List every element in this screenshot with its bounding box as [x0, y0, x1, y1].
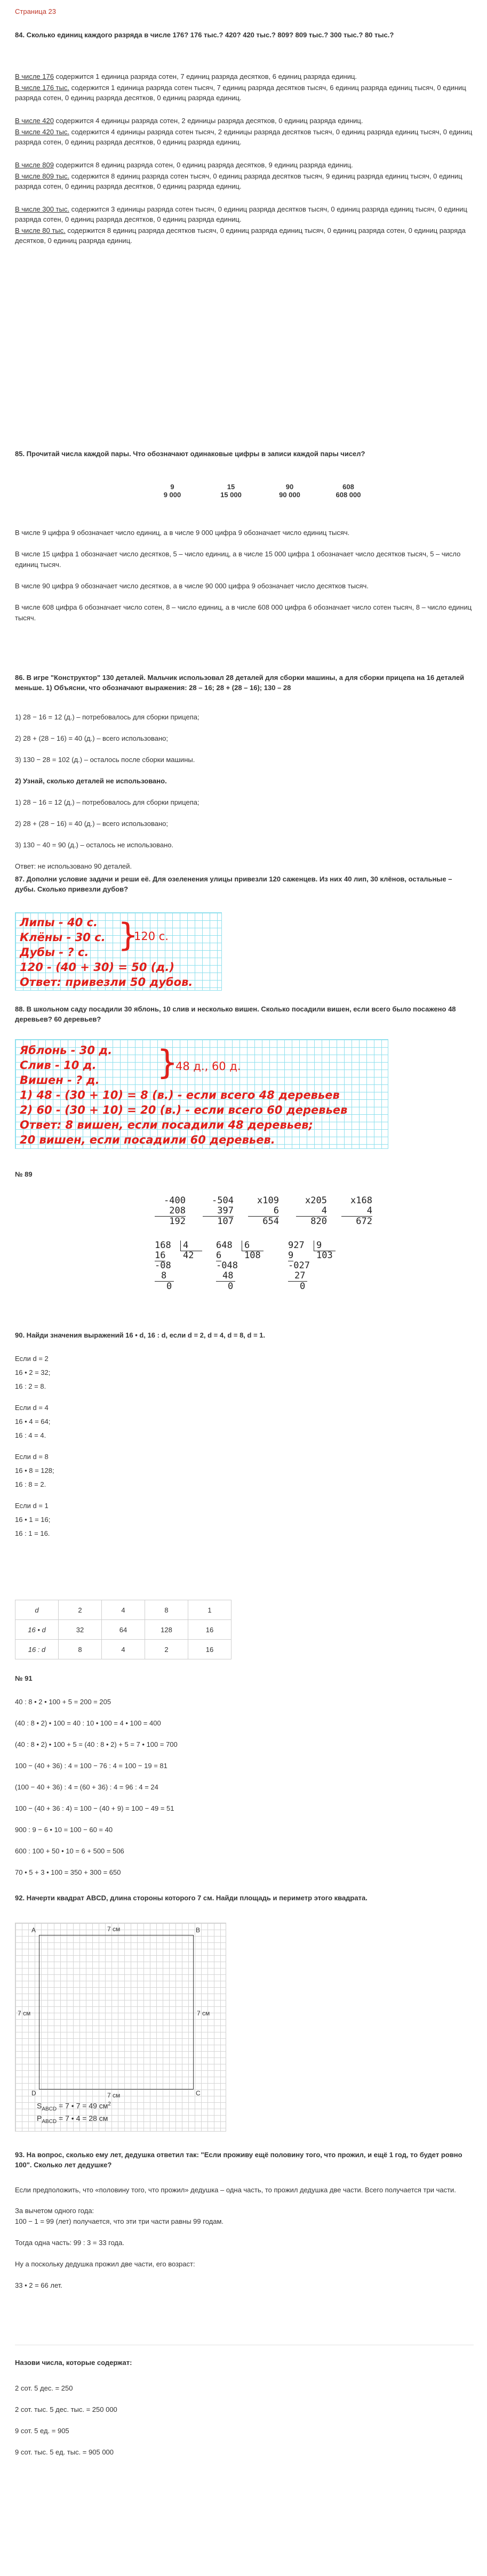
division-row	[216, 1241, 275, 1251]
t88-l4: 1) 48 - (30 + 10) = 8 (в.) - если всего 48 деревьев	[20, 1089, 340, 1101]
calc-mid: 4	[296, 1206, 327, 1217]
t84-line	[15, 160, 474, 170]
dividend: 927	[288, 1240, 305, 1251]
t85-answer-4: В числе 608 цифра 6 обозначает число сотен, 8 – число единиц, а в числе 608 000 цифра 6 обозначает число сотен тысяч, 8 – число единиц тысяч.	[15, 603, 472, 622]
calc-top: -504	[212, 1195, 234, 1206]
task-92-question: 92. Начерти квадрат ABCD, длина стороны которого 7 см. Найди площадь и периметр этого квадрата.	[15, 1894, 368, 1902]
remainder-final: 0	[228, 1281, 234, 1292]
remainder-2: 8	[155, 1271, 174, 1282]
t90-table-cell: 16	[188, 1640, 231, 1659]
t84-number: В числе 420	[15, 117, 54, 125]
t91-line: 40 : 8 • 2 • 100 + 5 = 200 = 205	[15, 1698, 111, 1706]
t91-line: 900 : 9 − 6 • 10 = 100 − 60 = 40	[15, 1826, 113, 1834]
t86-p2-l3: 3) 130 − 40 = 90 (д.) – осталось не использовано.	[15, 841, 174, 849]
area-s: S	[37, 2101, 42, 2110]
pair-1-big: 9 000	[163, 491, 181, 499]
t90-line: Если d = 2	[15, 1355, 49, 1363]
area-sup: 2	[108, 2101, 111, 2107]
task-88	[15, 1004, 474, 1024]
t86-answer: Ответ: не использовано 90 деталей.	[15, 862, 132, 870]
last-l4: 9 сот. тыс. 5 ед. тыс. = 905 000	[15, 2448, 114, 2456]
task-84-answers	[15, 71, 474, 258]
t93-l5: Ну а поскольку дедушка прожил две части, его возраст:	[15, 2260, 195, 2268]
vertex-c: C	[196, 2089, 201, 2097]
task-86-part1	[15, 712, 474, 872]
calc-mid: 397	[203, 1206, 234, 1217]
t84-line	[15, 225, 474, 246]
task-85-answers	[15, 528, 474, 623]
task-85-pairs	[15, 483, 474, 515]
task-93-solution	[15, 2185, 474, 2291]
t88-brace: }	[157, 1043, 178, 1082]
last-l2: 2 сот. тыс. 5 дес. тыс. = 250 000	[15, 2405, 117, 2413]
pair-3-big: 90 000	[279, 491, 300, 499]
divisor: 9	[314, 1241, 336, 1251]
remainder-2: 48	[216, 1271, 235, 1282]
task-85-question: 85. Прочитай числа каждой пары. Что обозначают одинаковые цифры в записи каждой пары чисел?	[15, 450, 365, 458]
page-link[interactable]: Страница 23	[15, 7, 56, 15]
area-sub: ABCD	[42, 2106, 57, 2112]
t90-table-cell: 32	[59, 1620, 102, 1640]
pair-4-small: 608	[342, 483, 354, 491]
side-right-label: 7 см	[197, 2010, 210, 2017]
t90-table-cell: 4	[102, 1640, 145, 1659]
t90-table-cell: d	[15, 1600, 59, 1620]
t88-l3: Вишен - ? д.	[20, 1074, 100, 1087]
t90-table-row	[15, 1600, 231, 1620]
t90-line: Если d = 8	[15, 1453, 49, 1461]
t90-line: 16 • 4 = 64;	[15, 1417, 51, 1425]
t90-block	[15, 1452, 474, 1490]
division-row	[155, 1241, 213, 1251]
task-86-question: 86. В игре "Конструктор" 130 деталей. Мальчик использовал 28 деталей для сборки машины, а для сборки прицепа на 16 деталей меньше. 1) Объясни, что обозначают выражения: 28 – 16; 28 + (28 – 16); 130 – 28	[15, 674, 465, 692]
task-last-question: Назови числа, которые содержат:	[15, 2359, 132, 2367]
t90-table-cell: 16 • d	[15, 1620, 59, 1640]
partial: 6	[216, 1250, 222, 1261]
t85-answer-2: В числе 15 цифра 1 обозначает число десятков, 5 – число единиц, а в числе 15 000 цифра 1 обозначает число десятков тысяч, 5 – число единиц тысяч.	[15, 550, 461, 569]
calc-mid: 6	[248, 1206, 279, 1217]
t84-desc: содержится 1 единица разряда сотен, 7 единиц разряда десятков, 6 единиц разряда единиц.	[53, 72, 357, 80]
t84-line	[15, 116, 474, 126]
area-formula	[37, 2101, 111, 2112]
t84-number: В числе 300 тыс.	[15, 205, 69, 213]
t91-line: 600 : 100 + 50 • 10 = 6 + 500 = 506	[15, 1847, 124, 1855]
pair-2	[204, 483, 258, 499]
t93-l3: 100 − 1 = 99 (лет) получается, что эти три части равны 99 годам.	[15, 2217, 223, 2225]
calc-top: x109	[257, 1195, 279, 1206]
task-87-notebook	[15, 912, 222, 991]
remainder-final: 0	[166, 1281, 172, 1292]
t91-title: № 91	[15, 1674, 33, 1682]
t90-line: 16 : 8 = 2.	[15, 1480, 46, 1488]
perimeter-sub: ABCD	[42, 2118, 57, 2125]
t90-table-cell: 2	[59, 1600, 102, 1620]
t84-number: В числе 420 тыс.	[15, 128, 69, 136]
t91-line: (40 : 8 • 2) • 100 + 5 = (40 : 8 • 2) + 5 = 7 • 100 = 700	[15, 1740, 178, 1748]
t90-table-cell: 128	[145, 1620, 188, 1640]
quotient: 42	[183, 1250, 194, 1261]
task-89-calcs	[155, 1196, 395, 1302]
remainder-1: -048	[216, 1260, 238, 1271]
t91-line: 100 − (40 + 36) : 4 = 100 − 76 : 4 = 100 − 19 = 81	[15, 1762, 167, 1770]
task-92	[15, 1893, 474, 1903]
pair-4	[322, 483, 375, 499]
t84-desc: содержится 8 единиц разряда десятков тысяч, 0 единиц разряда единиц тысяч, 0 единиц разряда сотен, 0 единиц разряда десятков, 0 единиц разряда единиц.	[15, 226, 466, 245]
t88-l1: Яблонь - 30 д.	[20, 1044, 113, 1057]
t84-line	[15, 71, 474, 82]
remainder-1: -08	[155, 1260, 171, 1271]
column-calc	[341, 1196, 372, 1227]
t88-l2: Слив - 10 д.	[20, 1059, 97, 1072]
t91-line: (100 − 40 + 36) : 4 = (60 + 36) : 4 = 96 : 4 = 24	[15, 1783, 158, 1791]
t84-number: В числе 176	[15, 72, 54, 80]
calc-top: -400	[164, 1195, 186, 1206]
t90-table-cell: 16	[188, 1620, 231, 1640]
task-90-blocks	[15, 1354, 474, 1550]
calc-mid: 4	[341, 1206, 372, 1217]
t90-table-row	[15, 1640, 231, 1659]
t90-line: 16 • 1 = 16;	[15, 1516, 51, 1524]
t90-table-cell: 4	[102, 1600, 145, 1620]
page-link-container	[15, 7, 474, 15]
calc-result: 672	[356, 1216, 372, 1227]
t84-number: В числе 80 тыс.	[15, 226, 66, 234]
t93-l2: За вычетом одного года:	[15, 2207, 94, 2215]
t85-answer-1: В числе 9 цифра 9 обозначает число единиц, а в числе 9 000 цифра 9 обозначает число единиц тысяч.	[15, 529, 350, 537]
t84-group	[15, 116, 474, 147]
t90-line: 16 : 4 = 4.	[15, 1431, 46, 1439]
task-90-table	[15, 1600, 231, 1659]
t90-block	[15, 1501, 474, 1539]
task-84	[15, 30, 474, 40]
calc-result: 192	[169, 1216, 186, 1227]
side-bottom-label: 7 см	[107, 2092, 121, 2099]
quotient: 108	[244, 1250, 261, 1261]
t84-group	[15, 71, 474, 103]
area-rest: = 7 • 7 = 49 см	[57, 2101, 108, 2110]
remainder-2: 27	[288, 1271, 307, 1282]
task-93	[15, 2150, 474, 2170]
dividend: 168	[155, 1240, 171, 1251]
t90-table-cell: 1	[188, 1600, 231, 1620]
t87-l2: Клёны - 30 с.	[20, 931, 106, 944]
side-top-label: 7 см	[107, 1925, 121, 1933]
t90-table	[15, 1600, 231, 1659]
column-calc	[248, 1196, 279, 1227]
pair-4-big: 608 000	[336, 491, 361, 499]
pair-3	[263, 483, 316, 499]
task-88-question: 88. В школьном саду посадили 30 яблонь, 10 слив и несколько вишен. Сколько посадили вишен, если всего было посажено 48 деревьев? 60 деревьев?	[15, 1005, 456, 1023]
t93-l4: Тогда одна часть: 99 : 3 = 33 года.	[15, 2239, 124, 2247]
t86-p1-l3: 3) 130 − 28 = 102 (д.) – осталось после сборки машины.	[15, 756, 195, 764]
square-abcd	[39, 1935, 194, 2089]
t90-line: Если d = 1	[15, 1502, 49, 1510]
t84-line	[15, 127, 474, 147]
t90-table-row	[15, 1620, 231, 1640]
t87-l5: Ответ: привезли 50 дубов.	[20, 976, 193, 989]
task-87	[15, 874, 474, 894]
task-90-question: 90. Найди значения выражений 16 • d, 16 : d, если d = 2, d = 4, d = 8, d = 1.	[15, 1331, 266, 1339]
task-92-figure	[15, 1923, 226, 2132]
long-division	[288, 1241, 347, 1292]
t84-group	[15, 204, 474, 246]
t86-p2-l2: 2) 28 + (28 − 16) = 40 (д.) – всего использовано;	[15, 820, 168, 828]
dividend: 648	[216, 1240, 233, 1251]
task-90	[15, 1330, 474, 1341]
t93-l1: Если предположить, что «половину того, что прожил» дедушка – одна часть, то прожил дедушка две части. Всего получается три части.	[15, 2186, 456, 2194]
t88-l6: Ответ: 8 вишен, если посадили 48 деревьев;	[20, 1119, 313, 1131]
t90-line: 16 : 1 = 16.	[15, 1529, 50, 1537]
calc-result: 654	[262, 1216, 279, 1227]
t87-l3: Дубы - ? с.	[20, 946, 89, 959]
column-calc	[203, 1196, 234, 1227]
t90-table-cell: 8	[145, 1600, 188, 1620]
t87-brace: }	[118, 917, 139, 954]
long-division	[216, 1241, 275, 1292]
vertex-a: A	[31, 1926, 36, 1934]
t90-table-cell: 8	[59, 1640, 102, 1659]
t90-line: 16 : 2 = 8.	[15, 1382, 46, 1390]
t90-line: 16 • 8 = 128;	[15, 1467, 54, 1475]
quotient: 103	[316, 1250, 333, 1261]
pair-3-small: 90	[285, 483, 294, 491]
remainder-1: -027	[288, 1260, 310, 1271]
divisor: 6	[242, 1241, 264, 1251]
t87-text	[20, 915, 193, 990]
t87-l4: 120 - (40 + 30) = 50 (д.)	[20, 961, 174, 974]
t90-table-cell: 16 : d	[15, 1640, 59, 1659]
last-l3: 9 сот. 5 ед. = 905	[15, 2427, 69, 2435]
t86-sub2: 2) Узнай, сколько деталей не использовано.	[15, 777, 167, 785]
task-last	[15, 2358, 474, 2368]
t84-line	[15, 83, 474, 103]
task-93-question: 93. На вопрос, сколько ему лет, дедушка ответил так: "Если проживу ещё половину того, что прожил, и ещё 1 год, то будет ровно 100". Сколько лет дедушке?	[15, 2151, 462, 2169]
pair-1-small: 9	[170, 483, 174, 491]
pair-2-big: 15 000	[220, 491, 242, 499]
task-84-question: 84. Сколько единиц каждого разряда в числе 176? 176 тыс.? 420? 420 тыс.? 809? 809 тыс.? 300 тыс.? 80 тыс.?	[15, 31, 394, 39]
task-86	[15, 673, 474, 693]
long-division	[155, 1241, 213, 1292]
calc-result: 820	[310, 1216, 327, 1227]
t84-number: В числе 809	[15, 161, 54, 169]
t90-table-cell: 2	[145, 1640, 188, 1659]
calc-top: x168	[350, 1195, 372, 1206]
last-l1: 2 сот. 5 дес. = 250	[15, 2384, 73, 2392]
t84-line	[15, 171, 474, 191]
t91-line: 100 − (40 + 36 : 4) = 100 − (40 + 9) = 100 − 49 = 51	[15, 1804, 174, 1812]
vertex-b: B	[196, 1926, 201, 1934]
task-89-title	[15, 1169, 474, 1180]
t88-text	[20, 1043, 347, 1147]
t91-line: (40 : 8 • 2) • 100 = 40 : 10 • 100 = 4 • 100 = 400	[15, 1719, 161, 1727]
division-row	[288, 1251, 347, 1261]
t84-desc: содержится 4 единицы разряда сотен, 2 единицы разряда десятков, 0 единиц разряда единиц.	[53, 117, 363, 125]
remainder-final: 0	[300, 1281, 306, 1292]
perimeter-p: P	[37, 2114, 42, 2123]
t84-group	[15, 160, 474, 191]
t87-l1: Липы - 40 с.	[20, 916, 98, 929]
task-91-title	[15, 1673, 474, 1684]
division-row	[155, 1251, 213, 1261]
t90-table-cell: 64	[102, 1620, 145, 1640]
t91-line: 70 • 5 + 3 • 100 = 350 + 300 = 650	[15, 1868, 121, 1876]
t86-p2-l1: 1) 28 − 16 = 12 (д.) – потребовалось для сборки прицепа;	[15, 798, 199, 806]
t89-title: № 89	[15, 1170, 33, 1178]
t84-desc: содержится 3 единицы разряда сотен тысяч, 0 единиц разряда десятков тысяч, 0 единиц разряда единиц тысяч, 0 единиц разряда сотен, 0 единиц разряда десятков, 0 единиц разряда единиц.	[15, 205, 467, 223]
t93-l6: 33 • 2 = 66 лет.	[15, 2281, 62, 2289]
t84-desc: содержится 8 единиц разряда сотен, 0 единиц разряда десятков, 9 единиц разряда единиц.	[53, 161, 353, 169]
vertex-d: D	[31, 2089, 36, 2097]
task-85	[15, 449, 474, 459]
t86-p1-l2: 2) 28 + (28 − 16) = 40 (д.) – всего использовано;	[15, 734, 168, 742]
t90-block	[15, 1403, 474, 1441]
t85-answer-3: В числе 90 цифра 9 обозначает число десятков, а в числе 90 000 цифра 9 обозначает число десятков тысяч.	[15, 582, 369, 590]
calc-mid: 208	[155, 1206, 186, 1217]
task-88-notebook	[15, 1039, 388, 1149]
pair-1	[146, 483, 199, 499]
t87-total: 120 с.	[134, 930, 169, 943]
t90-line: 16 • 2 = 32;	[15, 1368, 51, 1376]
partial: 16	[155, 1250, 166, 1261]
t88-l5: 2) 60 - (30 + 10) = 20 (в.) - если всего 60 деревьев	[20, 1104, 348, 1116]
calc-result: 107	[217, 1216, 234, 1227]
division-row	[288, 1241, 347, 1251]
t86-p1-l1: 1) 28 − 16 = 12 (д.) – потребовалось для сборки прицепа;	[15, 713, 199, 721]
task-last-lines	[15, 2383, 474, 2458]
column-calc	[296, 1196, 327, 1227]
task-87-question: 87. Дополни условие задачи и реши её. Для озеленения улицы привезли 120 саженцев. Из них 40 лип, 30 клёнов, остальные – дубы. Сколько привезли дубов?	[15, 875, 452, 893]
t84-desc: содержится 1 единица разряда сотен тысяч, 7 единиц разряда десятков тысяч, 6 единиц разряда единиц тысяч, 0 единиц разряда сотен, 0 единиц разряда десятков, 0 единиц разряда единиц.	[15, 84, 466, 102]
side-left-label: 7 см	[18, 2010, 31, 2017]
t88-l7: 20 вишен, если посадили 60 деревьев.	[20, 1133, 275, 1146]
partial: 9	[288, 1250, 294, 1261]
column-calc	[155, 1196, 186, 1227]
divisor: 4	[180, 1241, 202, 1251]
perimeter-rest: = 7 • 4 = 28 см	[57, 2114, 108, 2123]
pair-2-small: 15	[227, 483, 235, 491]
t84-desc: содержится 4 единицы разряда сотен тысяч, 2 единицы разряда десятков тысяч, 0 единиц разряда единиц тысяч, 0 единиц разряда сотен, 0 единиц разряда десятков, 0 единиц разряда единиц.	[15, 128, 473, 146]
t84-number: В числе 176 тыс.	[15, 84, 69, 92]
t84-desc: содержится 8 единиц разряда сотен тысяч, 0 единиц разряда десятков тысяч, 9 единиц разряда единиц тысяч, 0 единиц разряда сотен, 0 единиц разряда десятков, 0 единиц разряда единиц.	[15, 172, 462, 190]
task-91-lines	[15, 1697, 474, 1889]
t90-line: Если d = 4	[15, 1404, 49, 1412]
division-row	[216, 1251, 275, 1261]
calc-top: x205	[305, 1195, 327, 1206]
t88-total: 48 д., 60 д.	[175, 1060, 241, 1073]
perimeter-formula	[37, 2114, 108, 2125]
t84-line	[15, 204, 474, 224]
t90-block	[15, 1354, 474, 1392]
t84-number: В числе 809 тыс.	[15, 172, 69, 180]
